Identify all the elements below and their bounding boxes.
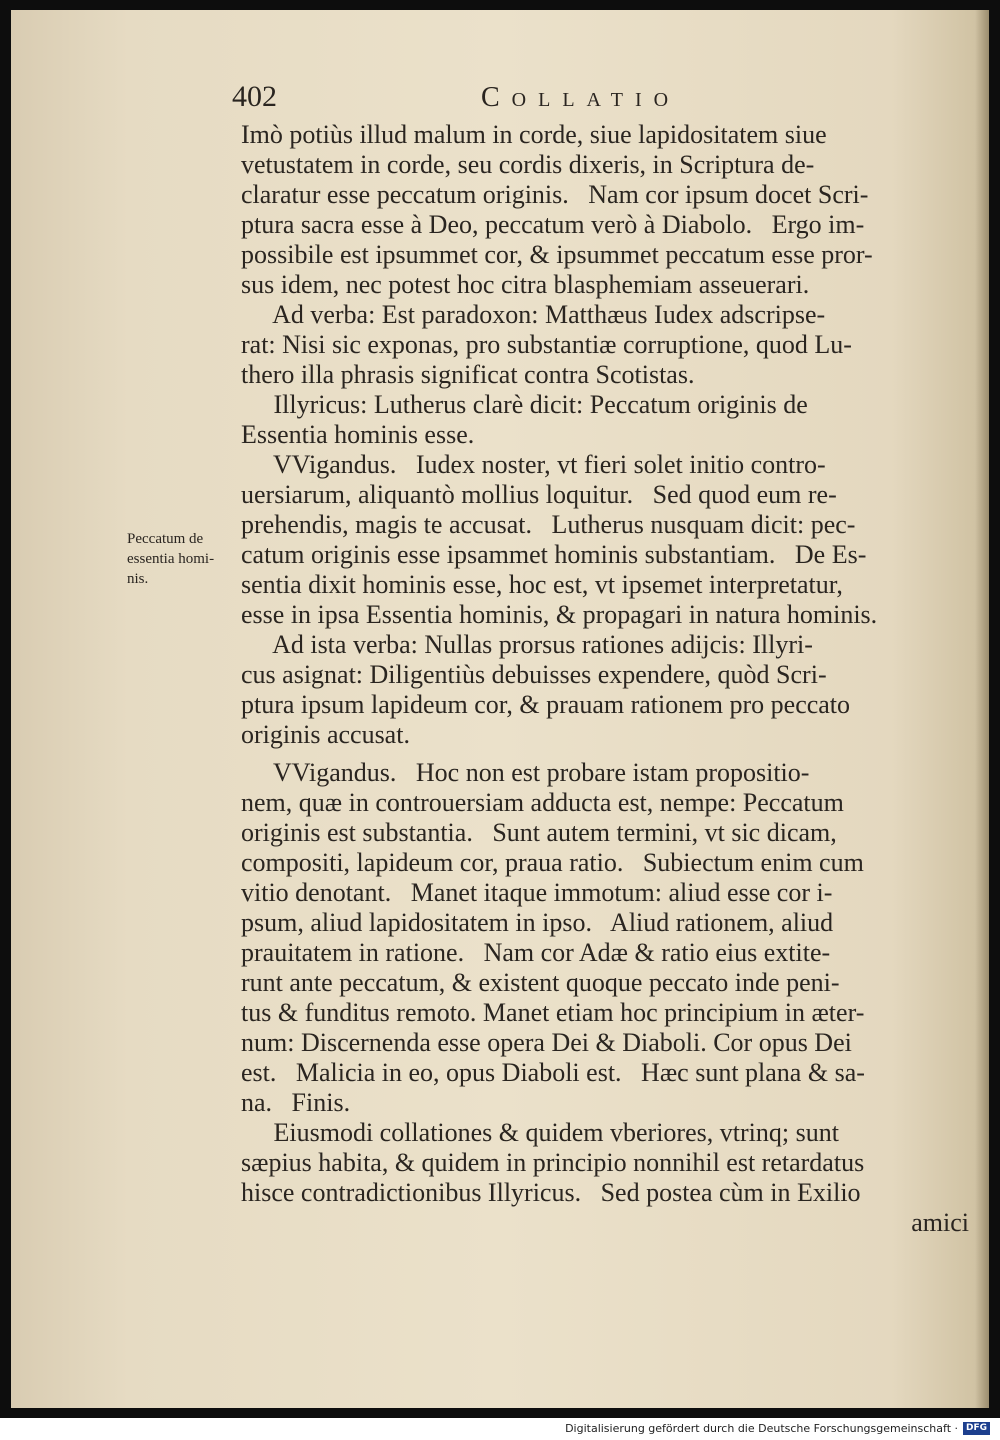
text-line: Ad verba: Est paradoxon: Matthæus Iudex adscripse- (241, 300, 826, 329)
text-line: psum, aliud lapidositatem in ipso. Aliud rationem, aliud (241, 908, 834, 937)
paragraph (241, 300, 969, 390)
text-line: prauitatem in ratione. Nam cor Adæ & ratio eius extite- (241, 938, 831, 967)
dfg-logo-icon: DFG (963, 1422, 990, 1435)
text-line: Imò potiùs illud malum in corde, siue lapidositatem siue (241, 120, 827, 149)
text-line: na. Finis. (241, 1088, 351, 1117)
paragraph-gap (241, 750, 969, 758)
text-line: catum originis esse ipsammet hominis substantiam. De Es- (241, 540, 867, 569)
text-line: Eiusmodi collationes & quidem vberiores, vtrinq; sunt (241, 1118, 839, 1147)
text-line: Ad ista verba: Nullas prorsus rationes adijcis: Illyri- (241, 630, 813, 659)
paragraph (241, 630, 969, 750)
text-line: prehendis, magis te accusat. Lutherus nusquam dicit: pec- (241, 510, 856, 539)
text-line: compositi, lapideum cor, praua ratio. Subiectum enim cum (241, 848, 864, 877)
text-line: ptura sacra esse à Deo, peccatum verò à Diabolo. Ergo im- (241, 210, 865, 239)
paragraph (241, 390, 969, 450)
text-line: uersiarum, aliquantò mollius loquitur. Sed quod eum re- (241, 480, 837, 509)
text-line: originis accusat. (241, 720, 410, 749)
text-line: tus & funditus remoto. Manet etiam hoc principium in æter- (241, 998, 865, 1027)
text-line: VVigandus. Hoc non est probare istam propositio- (241, 758, 810, 787)
text-line: nem, quæ in controuersiam adducta est, nempe: Peccatum (241, 788, 844, 817)
text-line: originis est substantia. Sunt autem termini, vt sic dicam, (241, 818, 837, 847)
text-line: thero illa phrasis significat contra Scotistas. (241, 360, 695, 389)
text-line: claratur esse peccatum originis. Nam cor ipsum docet Scri- (241, 180, 869, 209)
text-line: Illyricus: Lutherus clarè dicit: Peccatum originis de (241, 390, 808, 419)
paragraph (241, 450, 969, 630)
text-line: cus asignat: Diligentiùs debuisses expendere, quòd Scri- (241, 660, 827, 689)
text-line: runt ante peccatum, & existent quoque peccato inde peni- (241, 968, 840, 997)
text-line: vitio denotant. Manet itaque immotum: aliud esse cor i- (241, 878, 833, 907)
paragraph (241, 758, 969, 1118)
text-line: sæpius habita, & quidem in principio nonnihil est retardatus (241, 1148, 865, 1177)
footer-bar (0, 1418, 1000, 1440)
text-line: VVigandus. Iudex noster, vt fieri solet initio contro- (241, 450, 826, 479)
text-line: rat: Nisi sic exponas, pro substantiæ corruptione, quod Lu- (241, 330, 852, 359)
paragraph (241, 1118, 969, 1208)
page-edge-shadow (975, 10, 989, 1408)
header-title: Collatio (481, 82, 681, 113)
text-line: est. Malicia in eo, opus Diaboli est. Hæc sunt plana & sa- (241, 1058, 865, 1087)
margin-note-line: Peccatum de (127, 531, 204, 547)
book-page (11, 10, 989, 1408)
text-line: num: Discernenda esse opera Dei & Diaboli. Cor opus Dei (241, 1028, 852, 1057)
text-line: vetustatem in corde, seu cordis dixeris, in Scriptura de- (241, 150, 815, 179)
margin-note (127, 529, 242, 589)
text-line: hisce contradictionibus Illyricus. Sed postea cùm in Exilio (241, 1178, 861, 1207)
running-head (232, 80, 969, 120)
text-line: sus idem, nec potest hoc citra blasphemiam asseuerari. (241, 270, 810, 299)
text-line: Essentia hominis esse. (241, 420, 475, 449)
text-line: sentia dixit hominis esse, hoc est, vt ipsemet interpretatur, (241, 570, 843, 599)
funding-notice: Digitalisierung gefördert durch die Deutsche Forschungsgemeinschaft · (565, 1422, 958, 1435)
margin-note-line: essentia homi- (127, 551, 215, 567)
margin-note-line: nis. (127, 571, 149, 587)
catchword: amici (911, 1208, 969, 1237)
text-block (232, 80, 969, 1238)
paragraph (241, 120, 969, 300)
text-line: ptura ipsum lapideum cor, & prauam rationem pro peccato (241, 690, 851, 719)
text-line: possibile est ipsummet cor, & ipsummet peccatum esse pror- (241, 240, 873, 269)
text-line: esse in ipsa Essentia hominis, & propagari in natura hominis. (241, 600, 878, 629)
page-number: 402 (232, 80, 277, 113)
